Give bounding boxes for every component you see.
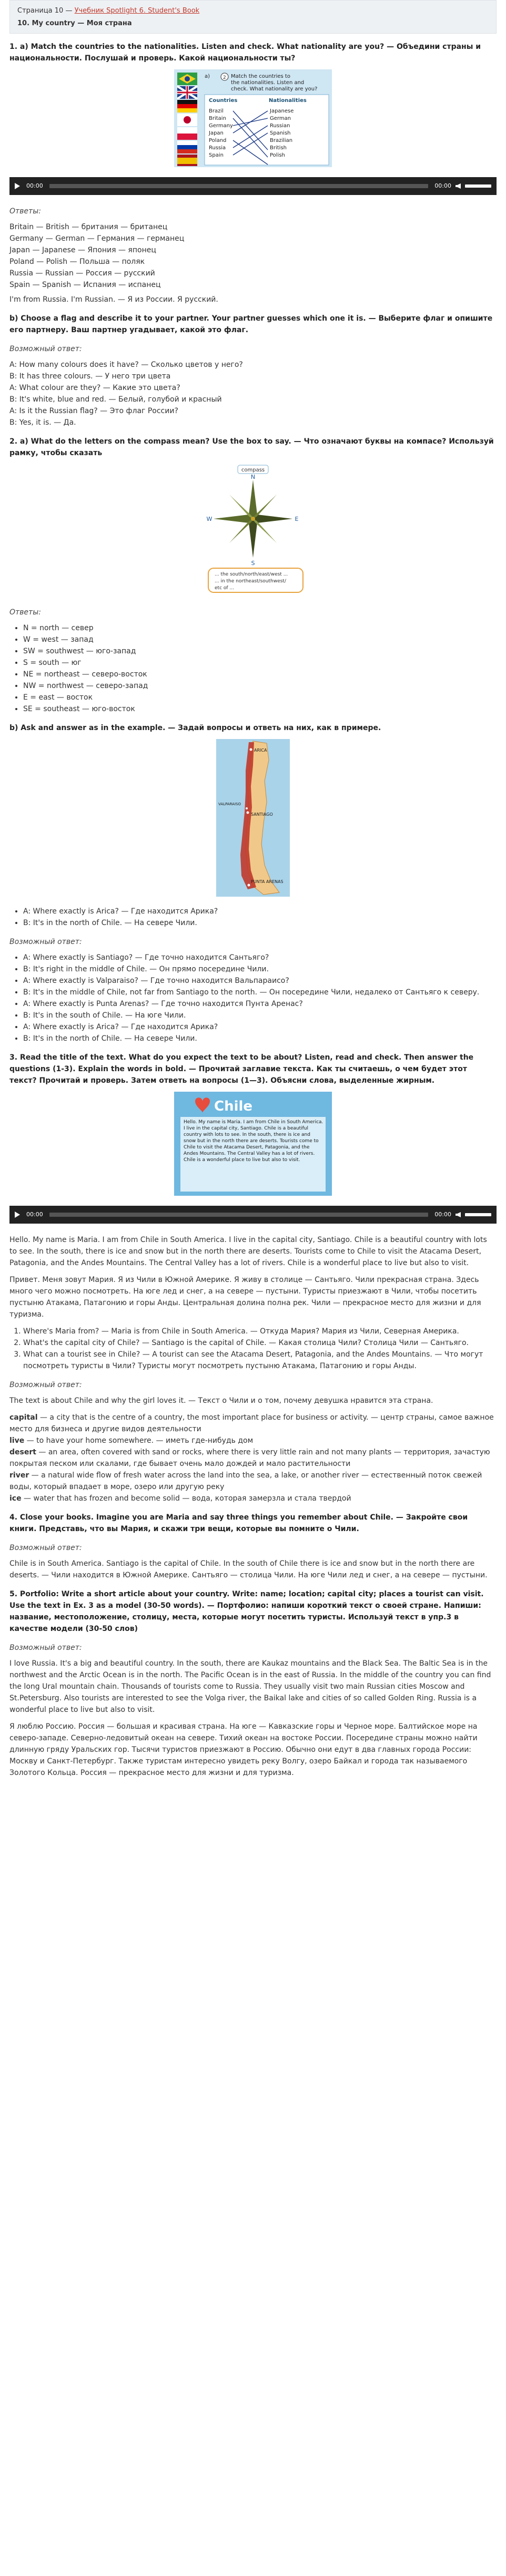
col-nationalities: Nationalities — [269, 98, 307, 104]
list-item: • SE = southeast — юго-восток — [23, 703, 497, 715]
task-5-text-english: I love Russia. It's a big and beautiful country. In the south, there are Kaukaz mountains and the Black Sea. The Baltic Sea is in the northwest and the Arctic Ocean is in the north. The Pacific Ocean is in the east of Russia. In the middle of the country you can find the long Ural mountain chain. Thousands of tourists come to Russia. They usually visit two main Russian cities Moscow and St.Petersburg. Also tourists are interested to see the Volga river, the Baikal lake and cities of so called Golden Ring. Russia is a wonderful place to live but also to visit. — [9, 1659, 491, 1714]
vocab-item — [9, 1435, 497, 1446]
answers-label: Возможный ответ: — [9, 938, 82, 946]
vocab-item — [9, 1493, 497, 1504]
flag-britain-icon — [177, 86, 197, 99]
task-2b-answers — [9, 952, 497, 1044]
chile-image-title: Chile — [214, 1099, 253, 1114]
list-item: • A: Where exactly is Punta Arenas? — Где точно находится Пунта Аренас? — [23, 998, 497, 1010]
answer-line: Japan — Japanese — Япония — японец — [9, 246, 156, 254]
play-icon[interactable] — [15, 183, 20, 189]
answer-extra: I'm from Russia. I'm Russian. — Я из России. Я русский. — [9, 295, 218, 304]
dialog-line: B: It has three colours. — У него три цвета — [9, 372, 171, 381]
nationality-item: Brazilian — [270, 138, 293, 143]
col-countries: Countries — [209, 98, 238, 104]
list-item: • N = north — север — [23, 622, 497, 634]
flag-russia-icon — [177, 141, 197, 153]
box-line: ... the south/north/east/west ... — [215, 572, 288, 577]
list-item: • S = south — юг — [23, 657, 497, 669]
list-item: • B: It's in the middle of Chile, not far from Santiago to the north. — Он посередине Чили, недалеко от Сантьяго к северу. — [23, 987, 497, 998]
dialog-line: A: How many colours does it have? — Сколько цветов у него? — [9, 361, 243, 369]
audio-seekbar[interactable] — [49, 1213, 429, 1217]
map-point-punta-arenas — [248, 884, 250, 887]
flags-figure — [9, 69, 497, 171]
nationality-item: Russian — [270, 123, 290, 129]
compass-w: W — [206, 516, 212, 522]
nationality-item: Japanese — [270, 108, 294, 114]
expect-answer: The text is about Chile and why the girl loves it. — Текст о Чили и о том, почему девушка нравится эта страна. — [9, 1397, 433, 1405]
nationality-item: British — [270, 145, 287, 151]
task-1b-title: b) Choose a flag and describe it to your partner. Your partner guesses which one it is. — Выберите флаг и опишите его партнеру. Ваш партнер угадывает, какой это флаг. — [9, 314, 493, 334]
task-2a-answers — [9, 622, 497, 715]
task-4-answer: Chile is in South America. Santiago is the capital of Chile. In the south of Chile there is ice and snow but in the north there are deserts. — Чили находится в Южной Америке. Сантьяго — столица Чили. На юге Чили лед и снег, а на севере — пустыни. — [9, 1559, 488, 1579]
flag-brazil-icon — [177, 73, 197, 85]
map-point-arica — [250, 748, 252, 751]
audio-time-current: 00:00 — [26, 1211, 43, 1218]
breadcrumb-box — [9, 0, 497, 34]
answers-label: Возможный ответ: — [9, 1644, 82, 1652]
task-1b-answers — [9, 359, 497, 428]
answer-line: Russia — Russian — Россия — русский — [9, 269, 155, 278]
vocab-word: ice — [9, 1494, 22, 1503]
map-label: SANTIAGO — [251, 812, 273, 817]
breadcrumb — [17, 6, 489, 16]
list-item: • A: Where exactly is Arica? — Где находится Арика? — [23, 1021, 497, 1033]
text-russian: Привет. Меня зовут Мария. Я из Чили в Южной Америке. Я живу в столице — Сантьяго. Чили прекрасная страна. Здесь много чего можно посмотреть. На юге лед и снег, а на севере — пустыни. Туристы приезжают в Чили, чтобы посетить пустыню Атакама, Патагонию и горы Анды. Центральная долина полна рек. Чили — прекрасное место для жизни и для туризма. — [9, 1276, 481, 1319]
list-item: 3. What can a tourist see in Chile? — A tourist can see the Atacama Desert, Patagonia, and the Andes Mountains. — Что могут посмотреть туристы в Чили? Туристы могут посмотреть пустыню Атакама, Патагонию и горы Анды. — [23, 1349, 497, 1372]
vocab-list — [9, 1412, 497, 1504]
flag-poland-icon — [177, 127, 197, 140]
audio-time-current: 00:00 — [26, 182, 43, 189]
dialog-line: B: It's white, blue and red. — Белый, голубой и красный — [9, 395, 222, 404]
list-item: • NW = northwest — северо-запад — [23, 680, 497, 692]
answers-label: Возможный ответ: — [9, 1544, 82, 1552]
page — [9, 0, 497, 1779]
answer-line: Spain — Spanish — Испания — испанец — [9, 281, 161, 289]
list-item: • B: It's in the north of Chile. — На севере Чили. — [23, 1033, 497, 1044]
audio-seekbar[interactable] — [49, 184, 429, 188]
volume-icon[interactable] — [456, 183, 461, 189]
compass-image — [193, 464, 313, 596]
chile-map-figure — [9, 739, 497, 900]
dialog-line: A: What colour are they? — Какие это цвета? — [9, 384, 180, 392]
audio-time-total: 00:00 — [434, 182, 451, 189]
task-2b-examples — [9, 906, 497, 929]
country-item: Japan — [209, 130, 224, 136]
map-point-santiago — [247, 812, 249, 814]
vocab-item — [9, 1446, 497, 1470]
volume-icon[interactable] — [456, 1212, 461, 1217]
list-item: • NE = northeast — северо-восток — [23, 669, 497, 680]
figure-instruction: a) Match the countries to the nationalities. Listen and check. What nationality are you? — [205, 74, 318, 92]
audio-player-2[interactable] — [9, 1206, 497, 1224]
task-2b-title: b) Ask and answer as in the example. — Задай вопросы и ответь на них, как в примере. — [9, 724, 381, 732]
vocab-word: river — [9, 1471, 29, 1480]
chile-map-image — [216, 739, 290, 897]
play-icon[interactable] — [15, 1212, 20, 1218]
list-item: • B: It's in the north of Chile. — На севере Чили. — [23, 917, 497, 929]
volume-slider[interactable] — [465, 1213, 491, 1216]
vocab-def: — water that has frozen and become solid — вода, которая замерзла и стала твердой — [21, 1494, 351, 1503]
country-item: Germany — [209, 123, 233, 129]
compass-e: E — [295, 516, 299, 522]
chile-text-figure — [9, 1092, 497, 1199]
vocab-def: — to have your home somewhere. — иметь где-нибудь дом — [24, 1436, 254, 1445]
country-item: Poland — [209, 138, 227, 143]
vocab-word: desert — [9, 1448, 36, 1456]
flag-japan-icon — [177, 114, 197, 126]
vocab-word: capital — [9, 1413, 38, 1422]
book-link[interactable]: Учебник Spotlight 6. Student's Book — [74, 7, 200, 15]
answers-label: Возможный ответ: — [9, 1381, 82, 1389]
map-label: ARICA — [254, 748, 267, 753]
country-item: Brazil — [209, 108, 224, 114]
compass-figure — [9, 464, 497, 599]
country-item: Spain — [209, 152, 224, 158]
flag-spain-icon — [177, 155, 197, 166]
country-item: Russia — [209, 145, 226, 151]
svg-text:2: 2 — [223, 75, 226, 80]
audio-time-total: 00:00 — [434, 1211, 451, 1218]
vocab-word: live — [9, 1436, 25, 1445]
list-item: • W = west — запад — [23, 634, 497, 645]
flag-germany-icon — [177, 100, 197, 112]
vocab-item — [9, 1470, 497, 1493]
map-label: VALPARAISO — [218, 802, 241, 806]
list-item: 2. What's the capital city of Chile? — Santiago is the capital of Chile. — Какая столица Чили? Столица Чили — Сантьяго. — [23, 1337, 497, 1349]
dialog-line: B: Yes, it is. — Да. — [9, 418, 76, 427]
vocab-item — [9, 1412, 497, 1435]
audio-player-1[interactable] — [9, 177, 497, 195]
compass-n: N — [250, 474, 256, 480]
task-3-title: 3. Read the title of the text. What do you expect the text to be about? Listen, read and check. Then answer the questions (1-3). Explain the words in bold. — Прочитай заглавие текста. Как ты считаешь, о чем будет этот текст? Прочитай и проверь. Затем ответь на вопросы (1—3). Объясни слова, выделенные жирным. — [9, 1053, 474, 1085]
nationality-item: Polish — [270, 152, 285, 158]
compass-star-icon — [214, 480, 292, 558]
nationality-item: German — [270, 116, 291, 121]
dialog-line: A: Is it the Russian flag? — Это флаг России? — [9, 407, 178, 415]
answers-label: Ответы: — [9, 207, 41, 215]
task-5-text-russian: Я люблю Россию. Россия — большая и красивая страна. На юге — Кавказские горы и Черное море. Балтийское море на северо-западе. Северно-ледовитый океан на севере. Тихий океан на востоке России. Посередине страны можно найти длинную гряду Уральских гор. Тысячи туристов приезжают в Россию. Обычно они едут в два главных города России: Москву и Санкт-Петербург. Также туристам интересно увидеть реку Волгу, озеро Байкал и города так называемого Золотого Кольца. Россия — прекрасное место для жизни и для туризма. — [9, 1722, 478, 1777]
map-label: PUNTA ARENAS — [251, 879, 284, 884]
vocab-def: — a natural wide flow of fresh water across the land into the sea, a lake, or another river — естественный поток свежей воды, который впадает в море, озеро или другую реку — [9, 1471, 482, 1491]
page-prefix: Страница 10 — — [17, 7, 75, 15]
box-line: etc of ... — [215, 586, 234, 591]
country-item: Britain — [209, 116, 226, 121]
answers-label: Возможный ответ: — [9, 345, 82, 353]
list-item: • A: Where exactly is Valparaiso? — Где точно находится Вальпараисо? — [23, 975, 497, 987]
answers-label: Ответы: — [9, 608, 41, 617]
chile-text-image — [174, 1092, 332, 1196]
nationality-item: Spanish — [270, 130, 291, 136]
task-1a-title: 1. a) Match the countries to the nationalities. Listen and check. What nationality are you? — Объедини страны и национальности. Послушай и проверь. Какой национальности ты? — [9, 43, 481, 63]
vocab-def: — a city that is the centre of a country, the most important place for business or activity. — центр страны, самое важное место для бизнеса и другие видов деятельности — [9, 1413, 494, 1433]
task-5-title: 5. Portfolio: Write a short article about your country. Write: name; location; capital city; places a tourist can visit. Use the text in Ex. 3 as a model (30-50 words). — Портфолио: напиши короткий текст о своей стране. Напиши: название, местоположение, столицу, места, которые могут посетить туристы. Используй текст в упр.3 в качестве модели (30-50 слов) — [9, 1590, 484, 1633]
list-item: • A: Where exactly is Santiago? — Где точно находится Сантьяго? — [23, 952, 497, 963]
list-item: • E = east — восток — [23, 692, 497, 703]
compass-label: compass — [241, 467, 265, 473]
flags-image — [174, 69, 332, 167]
map-point-valparaiso — [246, 807, 248, 809]
list-item: • SW = southwest — юго-запад — [23, 645, 497, 657]
chile-image-text: Hello. My name is Maria. I am from Chile in South America. I live in the capital city, Santiago. Chile is a beautiful country with lots to see. In the south, there is ice and snow but in the north there are deserts. Tourists come to Chile to visit the Atacama Desert, Patagonia, and the Andes Mountains. The Central Valley has a lot of rivers. Chile is a wonderful place to live but also to visit. — [184, 1120, 323, 1163]
text-english: Hello. My name is Maria. I am from Chile in South America. I live in the capital city, Santiago. Chile is a beautiful country with lots to see. In the south, there is ice and snow but in the north there are deserts. Tourists come to Chile to visit the Atacama Desert, Patagonia, and the Andes Mountains. The Central Valley has a lot of rivers. Chile is a wonderful place to live but also to visit. — [9, 1236, 487, 1267]
answer-line: Poland — Polish — Польша — поляк — [9, 258, 145, 266]
answer-line: Britain — British — британия — британец — [9, 223, 168, 231]
list-item: • A: Where exactly is Arica? — Где находится Арика? — [23, 906, 497, 917]
list-item: • B: It's in the south of Chile. — На юге Чили. — [23, 1010, 497, 1021]
compass-s: S — [251, 560, 255, 567]
box-line: ... in the northeast/southwest/ — [215, 579, 286, 584]
list-item: • B: It's right in the middle of Chile. — Он прямо посередине Чили. — [23, 963, 497, 975]
task-3-questions — [9, 1326, 497, 1372]
list-item: 1. Where's Maria from? — Maria is from Chile in South America. — Откуда Мария? Мария из Чили, Северная Америка. — [23, 1326, 497, 1337]
task-2a-title: 2. a) What do the letters on the compass mean? Use the box to say. — Что означают буквы на компасе? Используй рамку, чтобы сказать — [9, 437, 494, 457]
volume-slider[interactable] — [465, 184, 491, 188]
answer-line: Germany — German — Германия — германец — [9, 234, 185, 243]
vocab-def: — an area, often covered with sand or rocks, where there is very little rain and not many plants — территория, зачастую покрытая песком или скалами, где бывает очень мало дождей и мало растительности — [9, 1448, 490, 1468]
task-1a-answers — [9, 221, 497, 291]
module-title: 10. My country — Моя страна — [17, 19, 132, 27]
task-4-title: 4. Close your books. Imagine you are Maria and say three things you remember about Chile. — Закройте свои книги. Представь, что вы Мария, и скажи три вещи, которые вы помните о Чили. — [9, 1513, 468, 1533]
